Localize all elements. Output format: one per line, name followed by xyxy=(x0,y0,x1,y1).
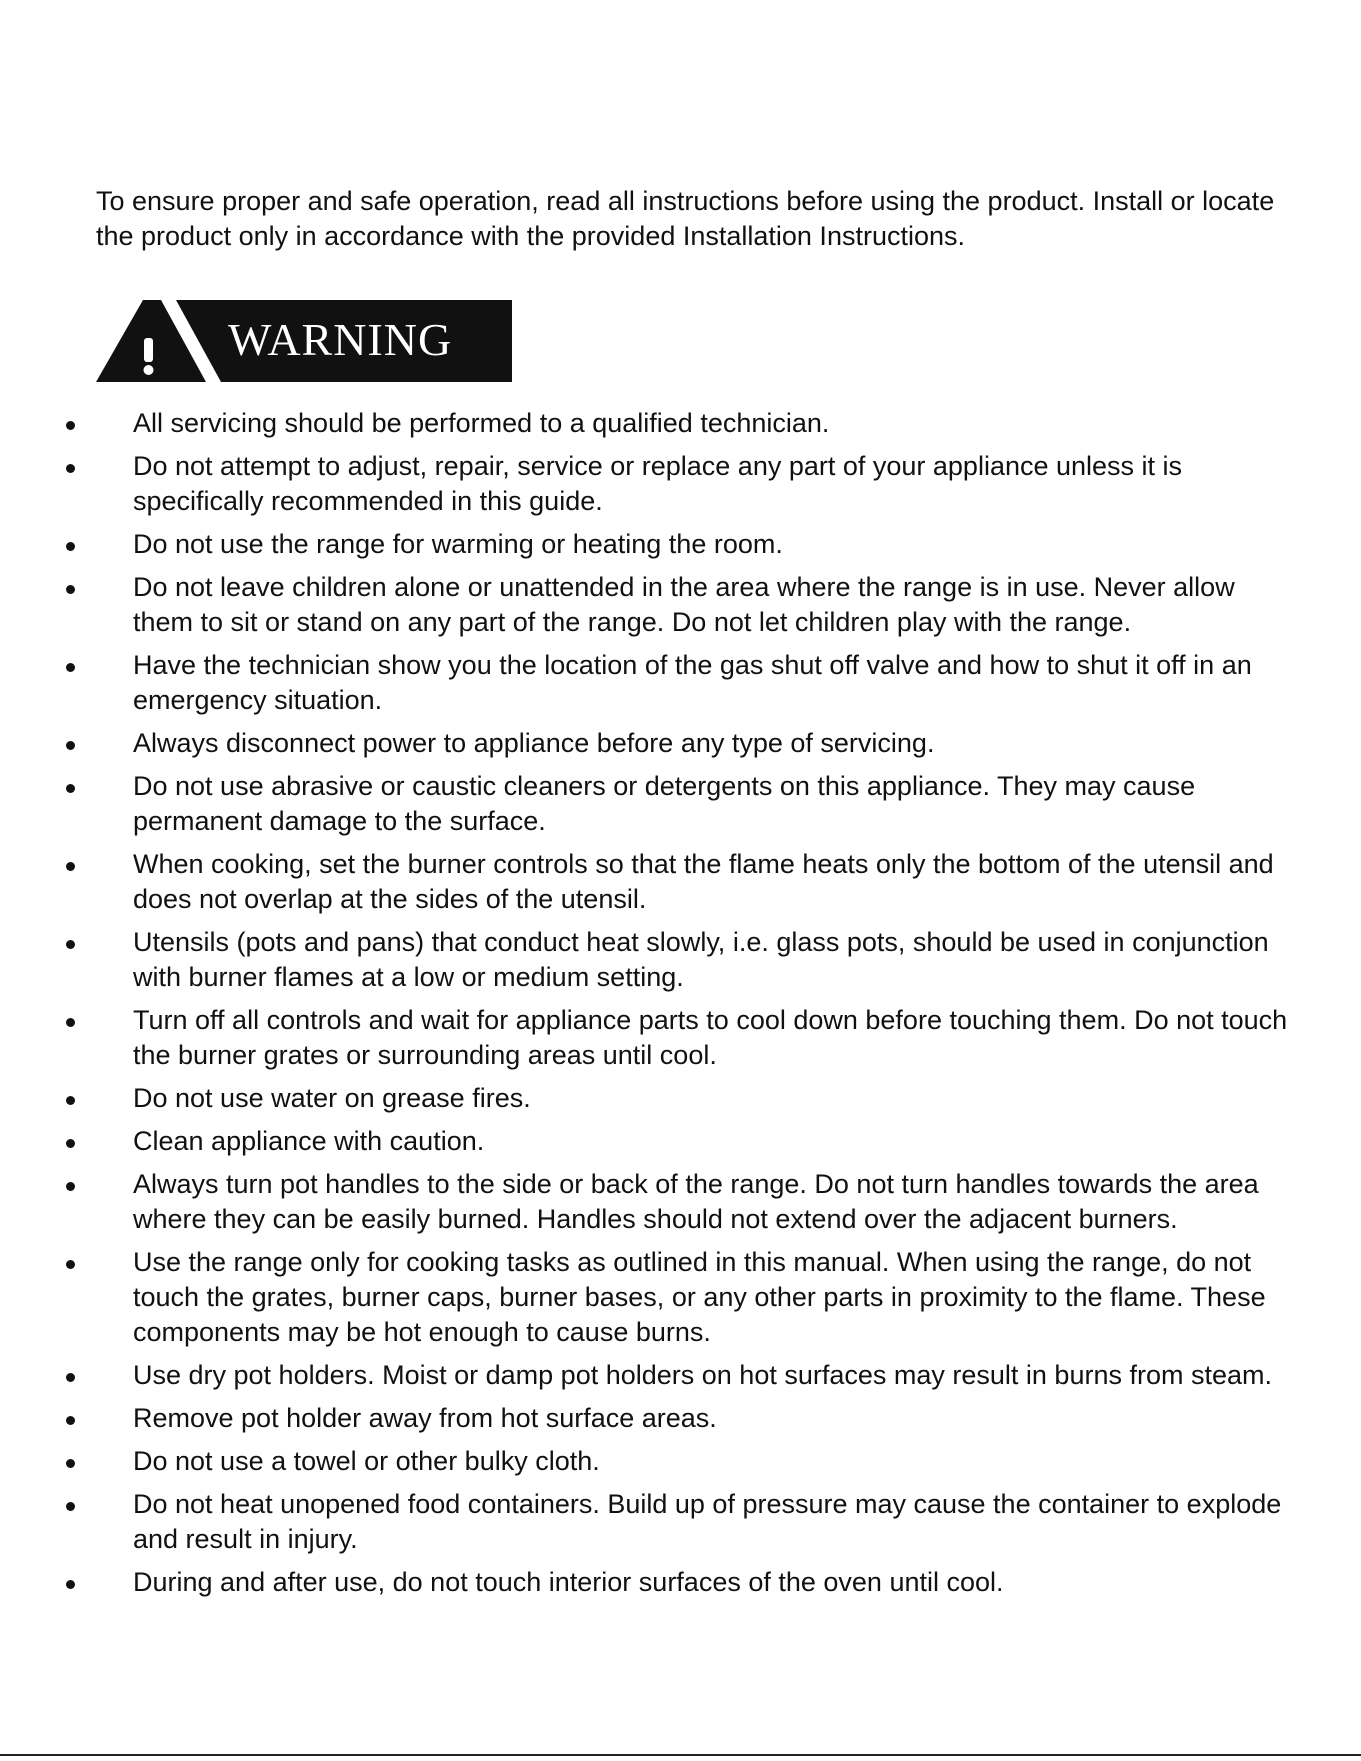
list-item xyxy=(0,726,1361,761)
intro-paragraph: To ensure proper and safe operation, read all instructions before using the product. Install or locate the product only in accordance with the provided Installation Instructions. xyxy=(96,186,1275,251)
list-item-text: Utensils (pots and pans) that conduct heat slowly, i.e. glass pots, should be used in conjunction with burner flames at a low or medium setting. xyxy=(133,927,1269,992)
bullet-icon xyxy=(66,1459,75,1468)
warning-banner xyxy=(96,300,512,382)
list-item xyxy=(0,1003,1361,1073)
list-item-text: Always disconnect power to appliance before any type of servicing. xyxy=(133,728,935,758)
list-item xyxy=(0,1081,1361,1116)
list-item-text: Have the technician show you the location of the gas shut off valve and how to shut it off in an emergency situation. xyxy=(133,650,1252,715)
list-item-text: During and after use, do not touch interior surfaces of the oven until cool. xyxy=(133,1567,1004,1597)
list-item-text: Clean appliance with caution. xyxy=(133,1126,485,1156)
list-item-text: Turn off all controls and wait for appliance parts to cool down before touching them. Do not touch the burner grates or surrounding areas until cool. xyxy=(133,1005,1288,1070)
list-item-text: Do not use a towel or other bulky cloth. xyxy=(133,1446,600,1476)
list-item xyxy=(0,769,1361,839)
bullet-icon xyxy=(66,741,75,750)
bullet-icon xyxy=(66,542,75,551)
list-item-text: Use dry pot holders. Moist or damp pot holders on hot surfaces may result in burns from steam. xyxy=(133,1360,1272,1390)
bullet-icon xyxy=(66,1580,75,1589)
list-item-text: All servicing should be performed to a qualified technician. xyxy=(133,408,830,438)
list-item-text: Do not use water on grease fires. xyxy=(133,1083,531,1113)
page-bottom-divider xyxy=(0,1754,1361,1756)
list-item xyxy=(0,570,1361,640)
bullet-icon xyxy=(66,1502,75,1511)
bullet-icon xyxy=(66,663,75,672)
list-item xyxy=(0,1565,1361,1600)
list-item-text: Do not use the range for warming or heating the room. xyxy=(133,529,783,559)
bullet-icon xyxy=(66,421,75,430)
list-item xyxy=(0,1167,1361,1237)
list-item xyxy=(0,847,1361,917)
bullet-icon xyxy=(66,1416,75,1425)
list-item xyxy=(0,1444,1361,1479)
bullet-icon xyxy=(66,1018,75,1027)
list-item-text: Remove pot holder away from hot surface areas. xyxy=(133,1403,717,1433)
list-item-text: Do not use abrasive or caustic cleaners or detergents on this appliance. They may cause permanent damage to the surface. xyxy=(133,771,1196,836)
list-item xyxy=(0,648,1361,718)
list-item xyxy=(0,1401,1361,1436)
list-item xyxy=(0,449,1361,519)
bullet-icon xyxy=(66,862,75,871)
list-item xyxy=(0,925,1361,995)
list-item xyxy=(0,406,1361,441)
list-item xyxy=(0,527,1361,562)
safety-bullet-list xyxy=(0,406,1361,1608)
list-item-text: Do not leave children alone or unattended in the area where the range is in use. Never allow them to sit or stand on any part of the range. Do not let children play with the range. xyxy=(133,572,1235,637)
list-item xyxy=(0,1358,1361,1393)
list-item xyxy=(0,1124,1361,1159)
list-item xyxy=(0,1487,1361,1557)
list-item-text: When cooking, set the burner controls so that the flame heats only the bottom of the utensil and does not overlap at the sides of the utensil. xyxy=(133,849,1274,914)
list-item-text: Do not heat unopened food containers. Build up of pressure may cause the container to explode and result in injury. xyxy=(133,1489,1282,1554)
list-item-text: Always turn pot handles to the side or back of the range. Do not turn handles towards the area where they can be easily burned. Handles should not extend over the adjacent burners. xyxy=(133,1169,1259,1234)
bullet-icon xyxy=(66,1096,75,1105)
bullet-icon xyxy=(66,784,75,793)
bullet-icon xyxy=(66,1373,75,1382)
warning-label: WARNING xyxy=(228,314,453,365)
bullet-icon xyxy=(66,464,75,473)
bullet-icon xyxy=(66,1260,75,1269)
list-item xyxy=(0,1245,1361,1350)
list-item-text: Do not attempt to adjust, repair, service or replace any part of your appliance unless it is specifically recommended in this guide. xyxy=(133,451,1183,516)
bullet-icon xyxy=(66,585,75,594)
bullet-icon xyxy=(66,940,75,949)
bullet-icon xyxy=(66,1139,75,1148)
list-item-text: Use the range only for cooking tasks as outlined in this manual. When using the range, do not touch the grates, burner caps, burner bases, or any other parts in proximity to the flame. These components may be hot enough to cause burns. xyxy=(133,1247,1266,1347)
bullet-icon xyxy=(66,1182,75,1191)
